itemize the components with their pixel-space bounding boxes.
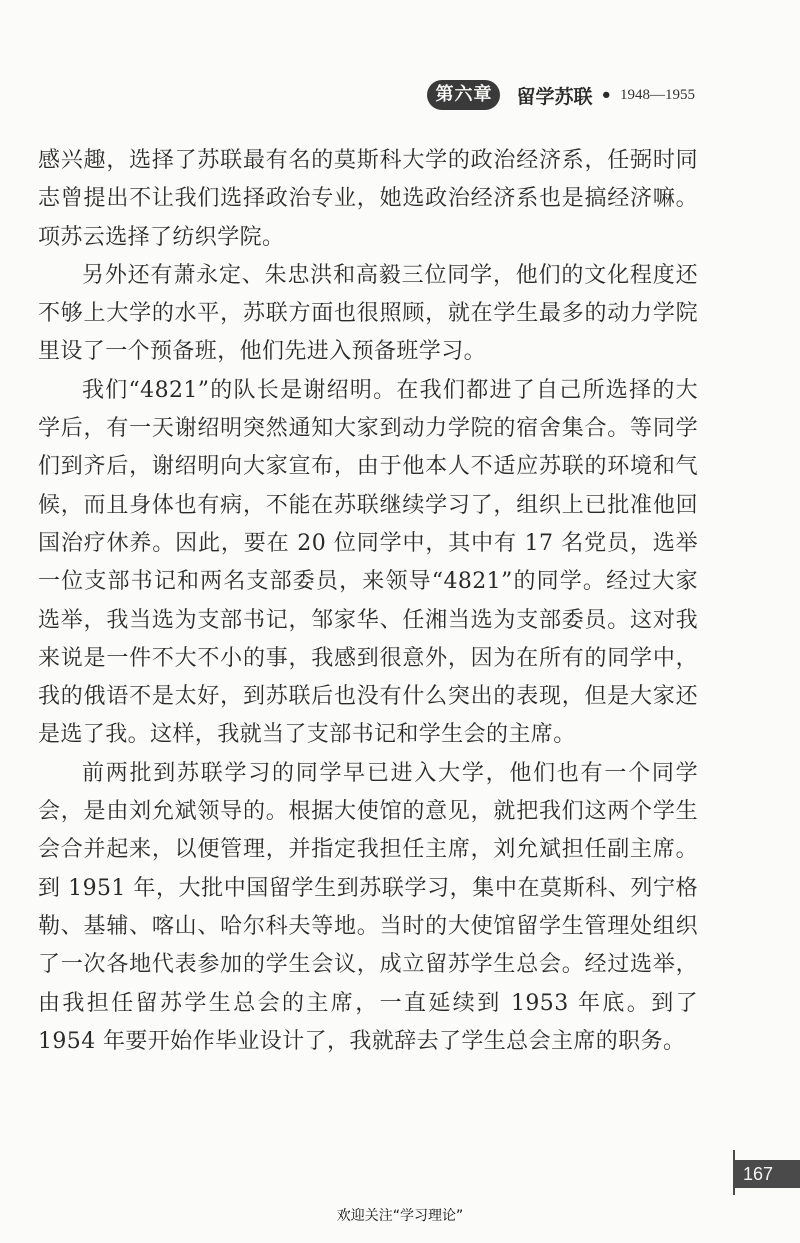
running-header: [427, 78, 695, 112]
body-text: [38, 142, 698, 1061]
paragraph: 我们“4821”的队长是谢绍明。在我们都进了自己所选择的大学后，有一天谢绍明突然通知大家到动力学院的宿舍集合。等同学们到齐后，谢绍明向大家宣布，由于他本人不适应苏联的环境和气候，而且身体也有病，不能在苏联继续学习了，组织上已批准他回国治疗休养。因此，要在 20 位同学中，其中有 17 名党员，选举一位支部书记和两名支部委员，来领导“4821”的同学。经过大家选举，我当选为支部书记，邹家华、任湘当选为支部委员。这对我来说是一件不大不小的事，我感到很意外，因为在所有的同学中，我的俄语不是太好，到苏联后也没有什么突出的表现，但是大家还是选了我。这样，我就当了支部书记和学生会的主席。: [38, 377, 698, 748]
chapter-title: 留学苏联: [516, 85, 593, 108]
paragraph: 感兴趣，选择了苏联最有名的莫斯科大学的政治经济系，任弼时同志曾提出不让我们选择政治专业，她选政治经济系也是搞经济嘛。项苏云选择了纺织学院。: [38, 148, 698, 250]
page-number: 167: [733, 1160, 800, 1188]
header-separator: •: [600, 84, 612, 106]
paragraph: 另外还有萧永定、朱忠洪和高毅三位同学，他们的文化程度还不够上大学的水平，苏联方面也很照顾，就在学生最多的动力学院里设了一个预备班，他们先进入预备班学习。: [38, 262, 698, 365]
footer-note: 欢迎关注“学习理论”: [336, 1208, 464, 1224]
chapter-years: 1948—1955: [620, 86, 695, 103]
chapter-label: 第六章: [427, 80, 500, 110]
paragraph: 前两批到苏联学习的同学早已进入大学，他们也有一个同学会，是由刘允斌领导的。根据大使馆的意见，就把我们这两个学生会合并起来，以便管理，并指定我担任主席，刘允斌担任副主席。到 1951 年，大批中国留学生到苏联学习，集中在莫斯科、列宁格勒、基辅、喀山、哈尔科夫等地。当时的大使馆留学生管理处组织了一次各地代表参加的学生会议，成立留苏学生总会。经过选举，由我担任留苏学生总会的主席，一直延续到 1953 年底。到了 1954 年要开始作毕业设计了，我就辞去了学生总会主席的职务。: [38, 760, 698, 1054]
